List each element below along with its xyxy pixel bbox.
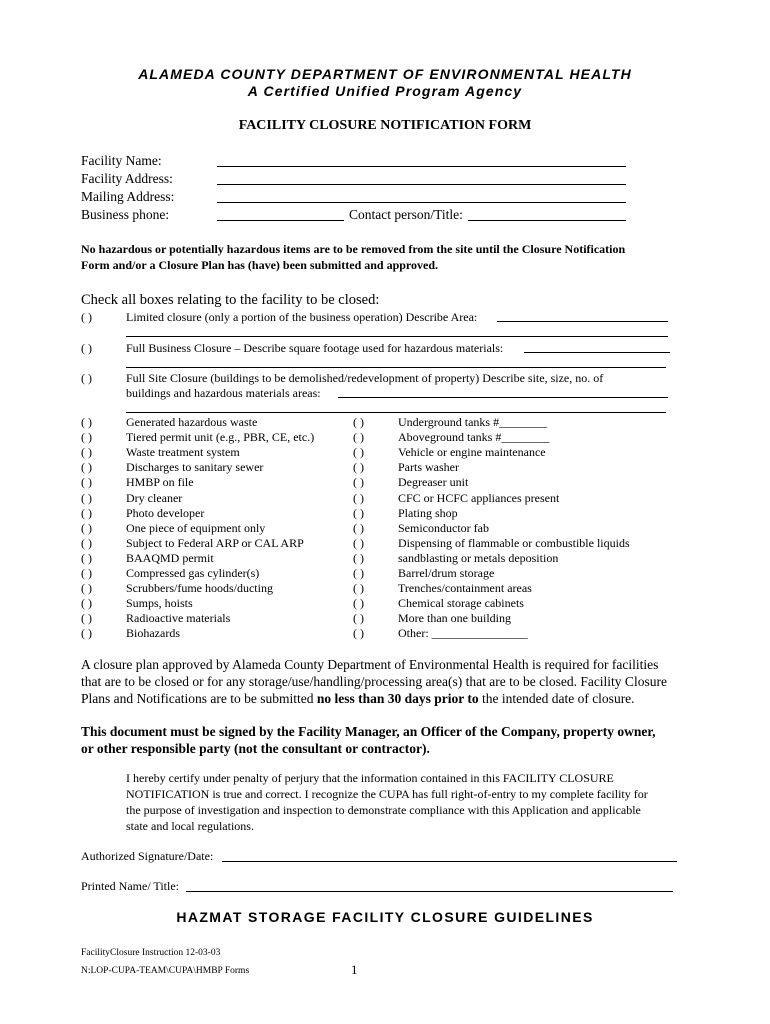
printed-name-field[interactable]: [186, 891, 673, 892]
checklist-checkbox[interactable]: ( ): [353, 566, 364, 580]
checklist-item: Dry cleaner: [126, 491, 183, 505]
checklist-item: Semiconductor fab: [398, 521, 489, 535]
checklist-checkbox[interactable]: ( ): [353, 430, 364, 444]
checklist-item: One piece of equipment only: [126, 521, 266, 535]
checklist-item: sandblasting or metals deposition: [398, 551, 559, 565]
checklist-checkbox[interactable]: ( ): [81, 475, 92, 489]
full-site-label-2: buildings and hazardous materials areas:: [126, 386, 321, 400]
signature-notice-line-2: or other responsible party (not the consultant or contractor).: [81, 741, 430, 756]
full-business-field[interactable]: [524, 352, 670, 353]
business-phone-label: Business phone:: [81, 207, 170, 222]
checklist-checkbox[interactable]: ( ): [353, 611, 364, 625]
page-number: 1: [351, 962, 358, 977]
full-business-label: Full Business Closure – Describe square footage used for hazardous materials:: [126, 341, 504, 355]
warning-line-1: No hazardous or potentially hazardous items are to be removed from the site until the Closure Notification: [81, 242, 626, 256]
checklist-checkbox[interactable]: ( ): [81, 430, 92, 444]
limited-closure-label: Limited closure (only a portion of the business operation) Describe Area:: [126, 310, 478, 324]
checklist-checkbox[interactable]: ( ): [81, 566, 92, 580]
mailing-address-label: Mailing Address:: [81, 189, 175, 204]
checklist-item: BAAQMD permit: [126, 551, 214, 565]
warning-line-2: Form and/or a Closure Plan has (have) been submitted and approved.: [81, 258, 439, 272]
closure-plan-line-3: [81, 691, 635, 707]
checklist-item: Waste treatment system: [126, 445, 240, 459]
footer-instruction: FacilityClosure Instruction 12-03-03: [81, 948, 221, 958]
authorized-signature-field[interactable]: [222, 861, 677, 862]
checklist-checkbox[interactable]: ( ): [353, 551, 364, 565]
closure-plan-line-3-pre: Plans and Notifications are to be submitted: [81, 691, 317, 706]
checklist-checkbox[interactable]: ( ): [353, 475, 364, 489]
checklist-item: CFC or HCFC appliances present: [398, 491, 560, 505]
checklist-item: Tiered permit unit (e.g., PBR, CE, etc.): [126, 430, 315, 444]
full-site-field-2[interactable]: [126, 412, 666, 413]
checklist-item: Barrel/drum storage: [398, 566, 495, 580]
checklist-item: Subject to Federal ARP or CAL ARP: [126, 536, 304, 550]
checklist-checkbox[interactable]: ( ): [353, 460, 364, 474]
footer-path: N:LOP-CUPA-TEAM\CUPA\HMBP Forms: [81, 966, 250, 976]
contact-person-label: Contact person/Title:: [349, 207, 463, 222]
checklist-checkbox[interactable]: ( ): [353, 506, 364, 520]
closure-plan-line-3-post: the intended date of closure.: [478, 691, 635, 706]
checklist-checkbox[interactable]: ( ): [81, 415, 92, 429]
guidelines-title: HAZMAT STORAGE FACILITY CLOSURE GUIDELINES: [176, 909, 594, 925]
certification-line-4: state and local regulations.: [126, 819, 254, 833]
checklist-checkbox[interactable]: ( ): [353, 491, 364, 505]
signature-notice-line-1: This document must be signed by the Facility Manager, an Officer of the Company, property owner,: [81, 724, 656, 739]
checklist-item: More than one building: [398, 611, 511, 625]
checklist-checkbox[interactable]: ( ): [81, 596, 92, 610]
full-business-field-2[interactable]: [126, 367, 666, 368]
checklist-item: Chemical storage cabinets: [398, 596, 524, 610]
certification-line-1: I hereby certify under penalty of perjury that the information contained in this FACILITY CLOSURE: [126, 771, 614, 785]
full-site-checkbox[interactable]: ( ): [81, 371, 92, 385]
checklist-item: Degreaser unit: [398, 475, 469, 489]
limited-closure-field[interactable]: [497, 321, 668, 322]
checklist-item: HMBP on file: [126, 475, 194, 489]
checklist-item: Photo developer: [126, 506, 205, 520]
checklist-checkbox[interactable]: ( ): [353, 626, 364, 640]
checklist-item: Vehicle or engine maintenance: [398, 445, 546, 459]
checklist-checkbox[interactable]: ( ): [353, 581, 364, 595]
facility-address-field[interactable]: [217, 184, 626, 185]
checklist-item: Discharges to sanitary sewer: [126, 460, 264, 474]
agency-name: ALAMEDA COUNTY DEPARTMENT OF ENVIRONMENTAL HEALTH: [138, 66, 632, 82]
checklist-checkbox[interactable]: ( ): [353, 596, 364, 610]
closure-plan-line-1: A closure plan approved by Alameda County Department of Environmental Health is required for facilities: [81, 657, 659, 672]
checklist-item: Sumps, hoists: [126, 596, 193, 610]
checklist-checkbox[interactable]: ( ): [81, 626, 92, 640]
checklist-checkbox[interactable]: ( ): [353, 415, 364, 429]
checklist-checkbox[interactable]: ( ): [81, 611, 92, 625]
closure-plan-deadline: no less than 30 days prior to: [316, 691, 479, 706]
agency-subtitle: A Certified Unified Program Agency: [247, 83, 523, 99]
checklist-item: Radioactive materials: [126, 611, 231, 625]
checklist-item: Dispensing of flammable or combustible liquids: [398, 536, 630, 550]
facility-name-field[interactable]: [217, 166, 626, 167]
mailing-address-field[interactable]: [217, 202, 626, 203]
closure-heading: Check all boxes relating to the facility to be closed:: [81, 292, 380, 308]
checklist-item: Biohazards: [126, 626, 180, 640]
checklist-checkbox[interactable]: ( ): [81, 506, 92, 520]
limited-closure-field-2[interactable]: [126, 336, 668, 337]
form-title: FACILITY CLOSURE NOTIFICATION FORM: [238, 118, 532, 133]
limited-closure-checkbox[interactable]: ( ): [81, 310, 92, 324]
checklist-checkbox[interactable]: ( ): [81, 460, 92, 474]
contact-person-field[interactable]: [468, 220, 626, 221]
full-site-label-1: Full Site Closure (buildings to be demolished/redevelopment of property) Describe site, size, no. of: [126, 371, 604, 385]
certification-line-3: the purpose of investigation and inspection to demonstrate compliance with this Application and applicable: [126, 803, 641, 817]
checklist-checkbox[interactable]: ( ): [353, 536, 364, 550]
checklist-checkbox[interactable]: ( ): [353, 521, 364, 535]
checklist-checkbox[interactable]: ( ): [81, 521, 92, 535]
closure-plan-line-2: that are to be closed or for any storage/use/handling/processing area(s) that are to be closed. Facility Closure: [81, 674, 667, 689]
full-business-checkbox[interactable]: ( ): [81, 341, 92, 355]
authorized-signature-label: Authorized Signature/Date:: [81, 849, 214, 863]
checklist-checkbox[interactable]: ( ): [81, 491, 92, 505]
checklist-item: Aboveground tanks #________: [398, 430, 550, 444]
checklist-item: Compressed gas cylinder(s): [126, 566, 260, 580]
checklist-checkbox[interactable]: ( ): [81, 536, 92, 550]
checklist-item: Trenches/containment areas: [398, 581, 532, 595]
checklist-item: Parts washer: [398, 460, 459, 474]
facility-address-label: Facility Address:: [81, 171, 173, 186]
facility-name-label: Facility Name:: [81, 153, 162, 168]
checklist-checkbox[interactable]: ( ): [81, 445, 92, 459]
checklist-item: Plating shop: [398, 506, 458, 520]
full-site-field[interactable]: [338, 397, 668, 398]
checklist-checkbox[interactable]: ( ): [81, 551, 92, 565]
checklist-item: Scrubbers/fume hoods/ducting: [126, 581, 273, 595]
certification-line-2: NOTIFICATION is true and correct. I recognize the CUPA has full right-of-entry to my complete facility for: [126, 787, 648, 801]
printed-name-label: Printed Name/ Title:: [81, 879, 180, 893]
checklist-item: Other: ________________: [398, 626, 528, 640]
checklist-item: Underground tanks #________: [398, 415, 548, 429]
checklist-checkbox[interactable]: ( ): [81, 581, 92, 595]
checklist-item: Generated hazardous waste: [126, 415, 258, 429]
business-phone-field[interactable]: [217, 220, 344, 221]
checklist-checkbox[interactable]: ( ): [353, 445, 364, 459]
